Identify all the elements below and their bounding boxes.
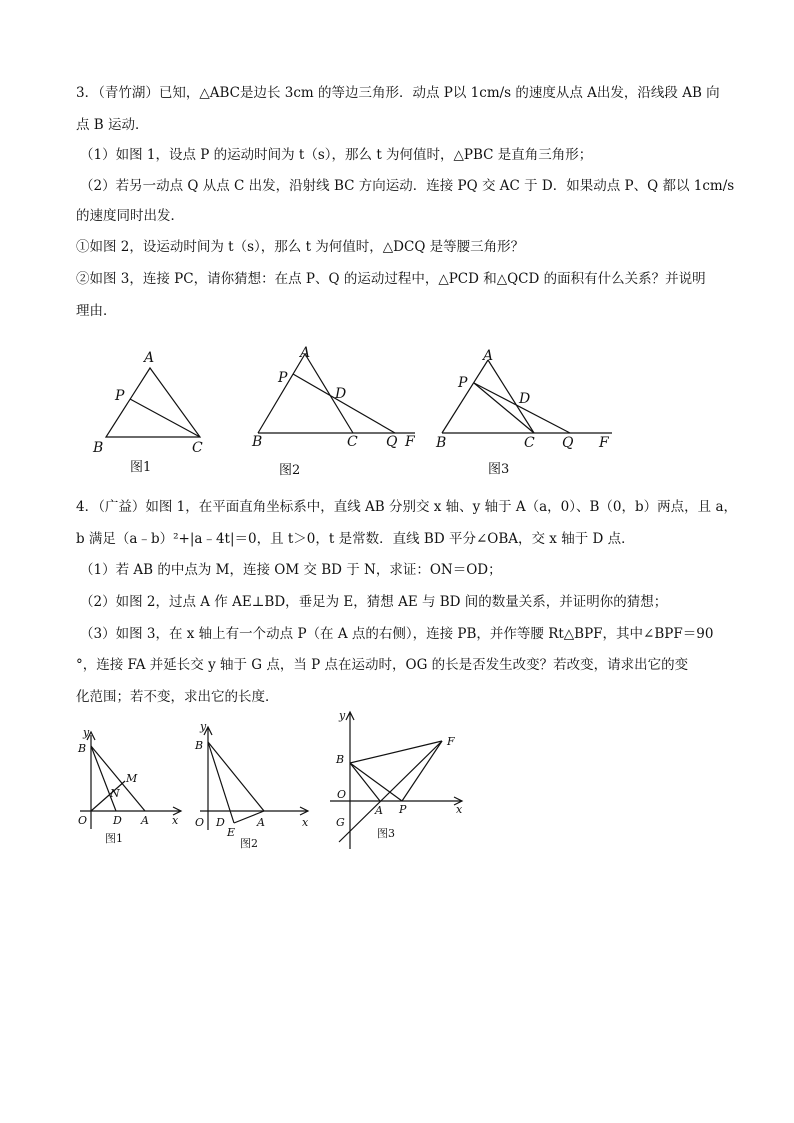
label-b: B	[195, 739, 204, 752]
p3-figure-2	[245, 340, 435, 480]
label-q: Q	[386, 434, 398, 450]
label-x: x	[456, 803, 463, 816]
segment-bf	[350, 741, 442, 763]
label-a: A	[483, 348, 494, 364]
figure-caption: 图2	[279, 463, 301, 478]
label-c: C	[524, 435, 535, 451]
problem3-line8: 理由．	[76, 303, 117, 319]
p4-figure-1	[75, 725, 190, 855]
label-b: B	[436, 435, 447, 451]
label-y: y	[339, 709, 346, 722]
label-a: A	[375, 804, 383, 817]
label-g: G	[336, 816, 345, 829]
figure-caption: 图3	[377, 827, 395, 840]
label-e: E	[227, 826, 236, 839]
label-a: A	[300, 345, 311, 361]
segment-pq	[293, 374, 395, 433]
problem4-part3: （3）如图 3，在 x 轴上有一个动点 P（在 A 点的右侧），连接 PB，并作等腰 Rt△BPF，其中∠BPF＝90	[80, 626, 714, 642]
label-b: B	[336, 753, 345, 766]
label-d: D	[519, 391, 531, 407]
label-o: O	[78, 814, 88, 827]
label-d: D	[335, 386, 347, 402]
label-y: y	[200, 720, 207, 733]
label-o: O	[195, 816, 205, 829]
figure-caption: 图1	[130, 460, 152, 475]
segment-pf	[402, 741, 442, 801]
label-x: x	[302, 816, 309, 829]
label-d: D	[216, 816, 225, 829]
label-b: B	[78, 742, 87, 755]
label-p: P	[278, 370, 288, 386]
problem3-part2: （2）若另一动点 Q 从点 C 出发，沿射线 BC 方向运动．连接 PQ 交 AC 于 D．如果动点 P、Q 都以 1cm/s	[80, 178, 735, 194]
p4-figure-3	[325, 705, 475, 855]
label-y: y	[83, 726, 90, 739]
problem4-line7: 化范围；若不变，求出它的长度．	[76, 689, 279, 705]
figure-caption: 图1	[105, 832, 123, 845]
problem3-line2: 点 B 运动．	[76, 117, 149, 133]
problem4-line2: b 满足（a﹣b）²+|a﹣4t|＝0，且 t＞0，t 是常数．直线 BD 平分∠OBA，交 x 轴于 D 点．	[76, 531, 635, 547]
problem3-line5: 的速度同时出发．	[76, 208, 184, 224]
label-n: N	[110, 787, 120, 800]
label-c: C	[347, 434, 358, 450]
segment-pc	[130, 399, 200, 437]
label-q: Q	[562, 435, 574, 451]
label-x: x	[172, 814, 179, 827]
label-m: M	[126, 772, 138, 785]
segment-ab	[258, 354, 305, 433]
label-a: A	[257, 816, 265, 829]
label-a: A	[144, 350, 155, 366]
label-c: C	[192, 440, 203, 456]
label-a: A	[141, 814, 149, 827]
problem4-part1: （1）若 AB 的中点为 M，连接 OM 交 BD 于 N，求证：ON＝OD；	[80, 562, 502, 578]
label-f: F	[599, 435, 609, 451]
figure-caption: 图2	[240, 837, 258, 850]
p4-figure-2	[190, 718, 315, 858]
label-o: O	[337, 788, 347, 801]
problem3-part1: （1）如图 1，设点 P 的运动时间为 t（s），那么 t 为何值时，△PBC 是直角三角形；	[80, 147, 593, 163]
label-f: F	[447, 735, 455, 748]
problem3-subq1: ①如图 2，设运动时间为 t（s），那么 t 为何值时，△DCQ 是等腰三角形？	[76, 239, 525, 255]
segment-ab	[442, 360, 488, 433]
label-b: B	[252, 434, 263, 450]
label-p: P	[458, 375, 468, 391]
p3-figure-1	[90, 340, 210, 480]
problem3-subq2: ②如图 3，连接 PC，请你猜想：在点 P、Q 的运动过程中，△PCD 和△QCD 的面积有什么关系？并说明	[76, 271, 706, 287]
label-f: F	[405, 434, 415, 450]
p3-figure-3	[430, 340, 620, 480]
figure-caption: 图3	[488, 462, 510, 477]
segment-bd	[91, 746, 116, 811]
label-p: P	[115, 388, 125, 404]
segment-om	[91, 781, 125, 811]
segment-ab	[208, 742, 264, 811]
label-d: D	[113, 814, 122, 827]
label-p: P	[399, 803, 407, 816]
problem4-line6: °，连接 FA 并延长交 y 轴于 G 点，当 P 点在运动时，OG 的长是否发生改变？若改变，请求出它的变	[76, 657, 689, 673]
problem4-line1: 4．（广益）如图 1，在平面直角坐标系中，直线 AB 分别交 x 轴、y 轴于 A（a，0）、B（0，b）两点，且 a，	[76, 499, 738, 515]
label-b: B	[93, 440, 104, 456]
problem3-line1: 3．（青竹湖）已知，△ABC是边长 3cm 的等边三角形．动点 P以 1cm/s 的速度从点 A出发，沿线段 AB 向	[76, 85, 720, 101]
problem4-part2: （2）如图 2，过点 A 作 AE⊥BD，垂足为 E，猜想 AE 与 BD 间的数量关系，并证明你的猜想；	[80, 594, 668, 610]
